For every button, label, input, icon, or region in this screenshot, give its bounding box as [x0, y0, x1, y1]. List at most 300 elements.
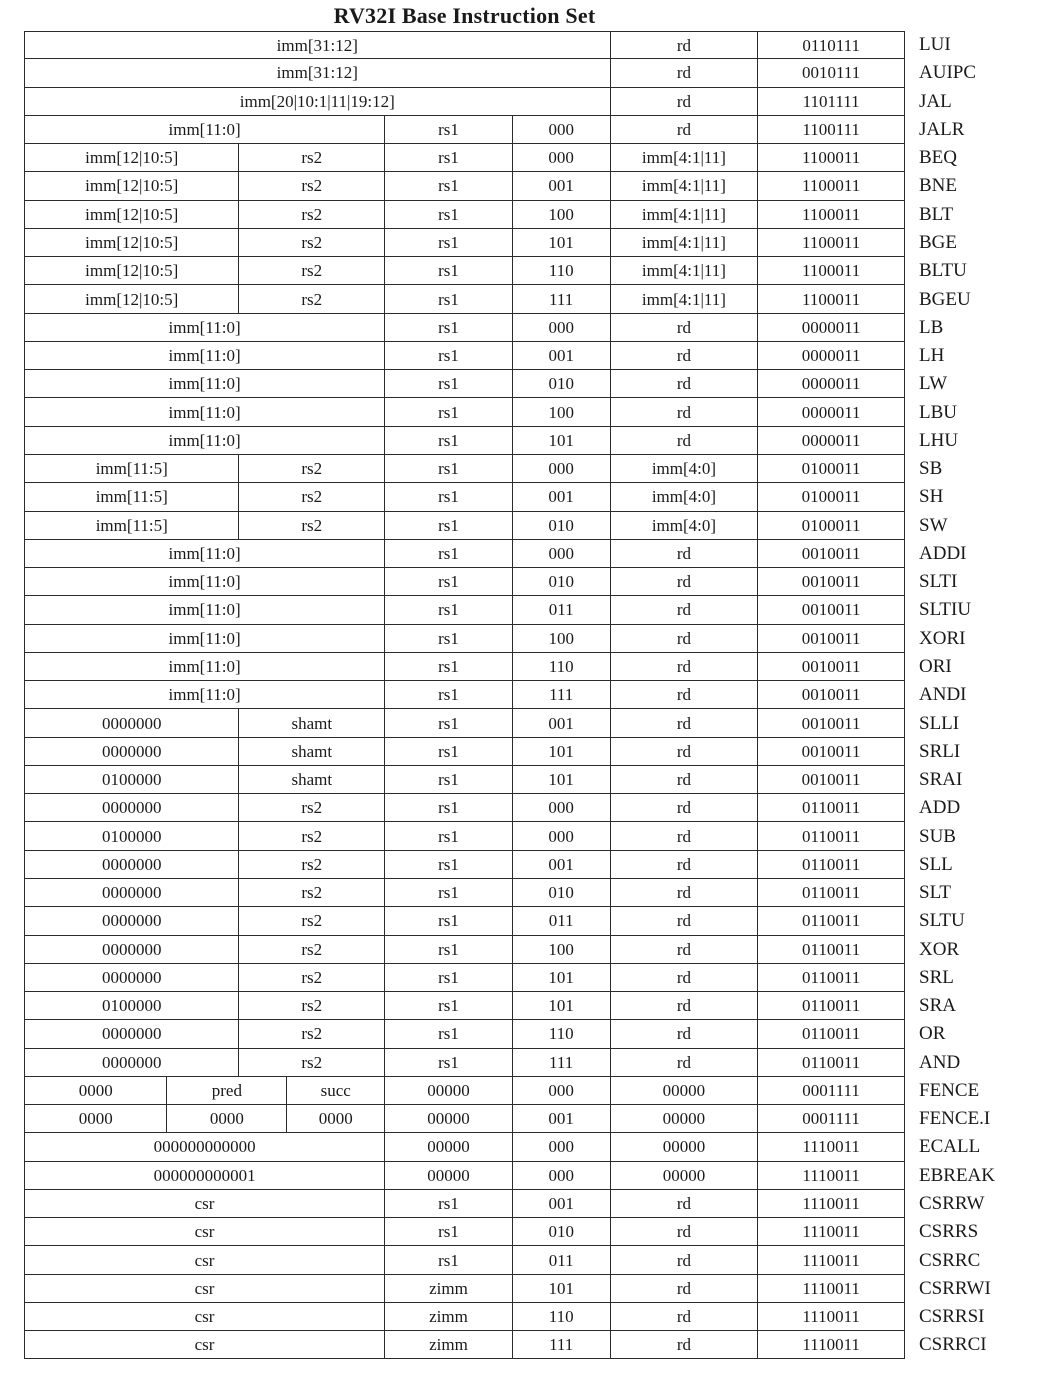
field-rd: 00000	[611, 1105, 759, 1132]
field-rs2: rs2	[239, 512, 385, 539]
field-rd: imm[4:1|11]	[611, 229, 759, 256]
field-rs1: rs1	[385, 229, 513, 256]
field-rs1: rs1	[385, 964, 513, 991]
field-funct3: 010	[513, 879, 611, 906]
field-funct3: 110	[513, 1020, 611, 1047]
encoding-fields	[24, 1162, 905, 1190]
instruction-mnemonic: SLTU	[919, 910, 965, 932]
instruction-row	[24, 229, 995, 257]
field-imm12: imm[11:0]	[25, 116, 385, 143]
instruction-row	[24, 907, 995, 935]
field-imm12: csr	[25, 1275, 385, 1302]
field-rs1: rs1	[385, 738, 513, 765]
instruction-row	[24, 257, 995, 285]
field-rd: 00000	[611, 1162, 759, 1189]
field-funct3: 010	[513, 568, 611, 595]
field-rd: rd	[611, 907, 759, 934]
encoding-fields	[24, 822, 905, 850]
field-opcode: 0110011	[801, 798, 861, 818]
field-rs1: rs1	[385, 540, 513, 567]
field-opcode: 1100011	[801, 176, 861, 196]
encoding-fields	[24, 59, 905, 87]
instruction-mnemonic: AND	[919, 1051, 961, 1073]
field-opcode: 0010011	[801, 572, 861, 592]
instruction-row	[24, 766, 995, 794]
instruction-mnemonic: SRL	[919, 966, 954, 988]
field-funct3: 101	[513, 738, 611, 765]
instruction-row	[24, 172, 995, 200]
encoding-fields	[24, 653, 905, 681]
field-funct7: imm[12|10:5]	[25, 229, 239, 256]
field-rs1: rs1	[385, 144, 513, 171]
field-rs1: rs1	[385, 936, 513, 963]
instruction-row	[24, 59, 995, 87]
field-rs2: rs2	[239, 936, 385, 963]
instruction-row	[24, 653, 995, 681]
field-opcode: 0100011	[801, 515, 861, 535]
instruction-mnemonic: ADDI	[919, 542, 967, 564]
field-rs2: rs2	[239, 257, 385, 284]
encoding-fields	[24, 907, 905, 935]
field-rs1: rs1	[385, 455, 513, 482]
encoding-fields	[24, 370, 905, 398]
field-opcode: 0110011	[801, 1052, 861, 1072]
field-rs1: zimm	[385, 1275, 513, 1302]
instruction-mnemonic: XORI	[919, 627, 966, 649]
instruction-row	[24, 455, 995, 483]
encoding-fields	[24, 229, 905, 257]
field-rd: imm[4:1|11]	[611, 144, 759, 171]
instruction-row	[24, 342, 995, 370]
field-funct3: 111	[513, 681, 611, 708]
instruction-row	[24, 709, 995, 737]
encoding-fields	[24, 851, 905, 879]
field-rs2: rs2	[239, 483, 385, 510]
instruction-row	[24, 1077, 995, 1105]
instruction-mnemonic: FENCE	[919, 1079, 980, 1101]
instruction-row	[24, 681, 995, 709]
field-rs2: rs2	[239, 794, 385, 821]
instruction-row	[24, 116, 995, 144]
field-fm: 0000	[25, 1077, 167, 1104]
field-rd: rd	[611, 964, 759, 991]
instruction-mnemonic: JALR	[919, 118, 965, 140]
field-funct3: 001	[513, 172, 611, 199]
field-rs1: rs1	[385, 201, 513, 228]
field-rs2: rs2	[239, 907, 385, 934]
instruction-row	[24, 1190, 995, 1218]
instruction-row	[24, 31, 995, 59]
field-funct3: 100	[513, 625, 611, 652]
field-imm12: imm[11:0]	[25, 568, 385, 595]
encoding-fields	[24, 116, 905, 144]
field-opcode: 0000011	[801, 317, 861, 337]
field-rs1: rs1	[385, 766, 513, 793]
field-funct7: imm[11:5]	[25, 512, 239, 539]
field-opcode: 0000011	[801, 346, 861, 366]
field-opcode: 1101111	[802, 91, 860, 111]
instruction-row	[24, 1162, 995, 1190]
encoding-fields	[24, 483, 905, 511]
field-funct7: imm[11:5]	[25, 455, 239, 482]
field-rd: imm[4:0]	[611, 512, 759, 539]
instruction-row	[24, 822, 995, 850]
field-opcode: 0100011	[801, 459, 861, 479]
instruction-mnemonic: SLT	[919, 882, 952, 904]
instruction-mnemonic: SLTIU	[919, 599, 972, 621]
field-opcode: 1100011	[801, 148, 861, 168]
field-rs1: rs1	[385, 314, 513, 341]
instruction-row	[24, 1303, 995, 1331]
field-succ: 0000	[287, 1105, 385, 1132]
field-rs1: rs1	[385, 116, 513, 143]
encoding-fields	[24, 314, 905, 342]
encoding-fields	[24, 625, 905, 653]
encoding-fields	[24, 794, 905, 822]
field-rd: rd	[611, 992, 759, 1019]
field-funct3: 111	[513, 285, 611, 312]
encoding-fields	[24, 1133, 905, 1161]
instruction-mnemonic: LH	[919, 345, 945, 367]
field-rs1: rs1	[385, 1246, 513, 1273]
field-opcode: 0001111	[802, 1080, 860, 1100]
instruction-mnemonic: SW	[919, 514, 948, 536]
field-rd: rd	[611, 625, 759, 652]
field-rs2: rs2	[239, 964, 385, 991]
field-funct3: 000	[513, 314, 611, 341]
field-rs1: rs1	[385, 794, 513, 821]
instruction-row	[24, 427, 995, 455]
field-rs2: shamt	[239, 766, 385, 793]
field-rs2: rs2	[239, 1049, 385, 1076]
encoding-fields	[24, 172, 905, 200]
field-rs2: rs2	[239, 1020, 385, 1047]
encoding-fields	[24, 568, 905, 596]
field-funct3: 010	[513, 1218, 611, 1245]
field-rd: rd	[611, 851, 759, 878]
instruction-mnemonic: CSRRW	[919, 1193, 985, 1215]
instruction-row	[24, 1020, 995, 1048]
instruction-row	[24, 596, 995, 624]
field-rs1: rs1	[385, 879, 513, 906]
field-succ: succ	[287, 1077, 385, 1104]
field-opcode: 0010111	[802, 63, 861, 83]
field-funct7: imm[11:5]	[25, 483, 239, 510]
field-fm: 0000	[25, 1105, 167, 1132]
field-imm12: csr	[25, 1303, 385, 1330]
field-funct7: 0000000	[25, 851, 239, 878]
field-rd: rd	[611, 738, 759, 765]
field-rs1: rs1	[385, 342, 513, 369]
field-imm12: imm[11:0]	[25, 342, 385, 369]
field-funct7: imm[12|10:5]	[25, 285, 239, 312]
field-imm12: 000000000000	[25, 1133, 385, 1160]
instruction-mnemonic: LUI	[919, 34, 951, 56]
instruction-mnemonic: SB	[919, 458, 943, 480]
field-funct7: 0000000	[25, 709, 239, 736]
field-imm12: imm[11:0]	[25, 427, 385, 454]
encoding-fields	[24, 512, 905, 540]
field-imm12: csr	[25, 1331, 385, 1358]
field-rs1: 00000	[385, 1105, 513, 1132]
instruction-mnemonic: SLLI	[919, 712, 960, 734]
instruction-mnemonic: BLTU	[919, 260, 967, 282]
field-rd: imm[4:1|11]	[611, 172, 759, 199]
field-rd: imm[4:0]	[611, 455, 759, 482]
instruction-row	[24, 540, 995, 568]
field-imm12: csr	[25, 1190, 385, 1217]
field-funct3: 000	[513, 116, 611, 143]
field-imm12: imm[11:0]	[25, 314, 385, 341]
field-pred: 0000	[167, 1105, 287, 1132]
instruction-table	[24, 31, 995, 1359]
instruction-mnemonic: OR	[919, 1023, 946, 1045]
field-rd: rd	[611, 596, 759, 623]
field-rs1: 00000	[385, 1077, 513, 1104]
field-rs1: zimm	[385, 1331, 513, 1358]
instruction-row	[24, 794, 995, 822]
field-opcode: 1100111	[802, 119, 860, 139]
field-rd: rd	[611, 314, 759, 341]
field-rd: imm[4:1|11]	[611, 285, 759, 312]
field-opcode: 1100011	[801, 289, 861, 309]
field-funct3: 000	[513, 1162, 611, 1189]
field-imm12: imm[11:0]	[25, 625, 385, 652]
encoding-fields	[24, 1105, 905, 1133]
field-funct3: 001	[513, 1105, 611, 1132]
field-rs1: rs1	[385, 907, 513, 934]
field-funct3: 010	[513, 512, 611, 539]
field-rd: rd	[611, 540, 759, 567]
instruction-row	[24, 370, 995, 398]
field-rd: rd	[611, 879, 759, 906]
encoding-fields	[24, 1331, 905, 1359]
field-rs1: rs1	[385, 1218, 513, 1245]
instruction-mnemonic: ANDI	[919, 684, 967, 706]
field-rs2: rs2	[239, 172, 385, 199]
field-rs1: 00000	[385, 1162, 513, 1189]
field-opcode: 0110011	[801, 854, 861, 874]
field-rd: rd	[611, 116, 759, 143]
encoding-fields	[24, 681, 905, 709]
field-funct3: 001	[513, 483, 611, 510]
instruction-mnemonic: BEQ	[919, 147, 957, 169]
encoding-fields	[24, 1303, 905, 1331]
instruction-row	[24, 398, 995, 426]
instruction-mnemonic: ORI	[919, 655, 952, 677]
field-opcode: 0100011	[801, 487, 861, 507]
field-funct7: 0000000	[25, 936, 239, 963]
field-imm12: imm[11:0]	[25, 596, 385, 623]
encoding-fields	[24, 427, 905, 455]
field-funct7: 0000000	[25, 964, 239, 991]
field-funct3: 100	[513, 936, 611, 963]
field-imm12: csr	[25, 1246, 385, 1273]
field-rd: rd	[611, 936, 759, 963]
field-funct7: imm[12|10:5]	[25, 172, 239, 199]
field-funct7: 0100000	[25, 766, 239, 793]
instruction-row	[24, 879, 995, 907]
instruction-row	[24, 1246, 995, 1274]
instruction-row	[24, 1218, 995, 1246]
field-funct7: 0000000	[25, 907, 239, 934]
field-rs1: rs1	[385, 285, 513, 312]
field-imm12: imm[11:0]	[25, 398, 385, 425]
field-opcode: 0110011	[801, 939, 861, 959]
field-funct7: 0100000	[25, 992, 239, 1019]
encoding-fields	[24, 964, 905, 992]
instruction-mnemonic: CSRRWI	[919, 1277, 991, 1299]
field-opcode: 0110011	[801, 967, 861, 987]
field-imm20: imm[20|10:1|11|19:12]	[25, 88, 611, 115]
field-rs1: rs1	[385, 172, 513, 199]
field-funct3: 001	[513, 342, 611, 369]
instruction-row	[24, 851, 995, 879]
field-rs1: rs1	[385, 709, 513, 736]
instruction-mnemonic: SRAI	[919, 769, 963, 791]
field-rs2: shamt	[239, 709, 385, 736]
field-funct3: 101	[513, 964, 611, 991]
field-rd: rd	[611, 766, 759, 793]
encoding-fields	[24, 596, 905, 624]
instruction-row	[24, 512, 995, 540]
field-rs1: rs1	[385, 398, 513, 425]
field-opcode: 0010011	[801, 713, 861, 733]
field-rd: rd	[611, 568, 759, 595]
field-opcode: 1110011	[802, 1194, 860, 1214]
field-rd: imm[4:0]	[611, 483, 759, 510]
instruction-mnemonic: SRLI	[919, 740, 961, 762]
field-opcode: 0010011	[801, 543, 861, 563]
field-funct3: 101	[513, 992, 611, 1019]
instruction-row	[24, 144, 995, 172]
field-opcode: 1100011	[801, 204, 861, 224]
encoding-fields	[24, 201, 905, 229]
field-opcode: 0110011	[801, 1024, 861, 1044]
field-rd: rd	[611, 398, 759, 425]
field-imm12: imm[11:0]	[25, 653, 385, 680]
instruction-row	[24, 1133, 995, 1161]
instruction-row	[24, 201, 995, 229]
field-rs2: rs2	[239, 455, 385, 482]
field-rd: rd	[611, 342, 759, 369]
field-rs1: rs1	[385, 992, 513, 1019]
field-rd: rd	[611, 88, 759, 115]
instruction-mnemonic: SUB	[919, 825, 956, 847]
field-funct3: 111	[513, 1049, 611, 1076]
field-rd: rd	[611, 1331, 759, 1358]
field-rs2: rs2	[239, 144, 385, 171]
field-rs1: rs1	[385, 370, 513, 397]
instruction-mnemonic: ADD	[919, 797, 961, 819]
instruction-row	[24, 738, 995, 766]
field-funct3: 000	[513, 540, 611, 567]
field-funct7: 0000000	[25, 879, 239, 906]
instruction-mnemonic: CSRRSI	[919, 1306, 985, 1328]
field-funct3: 000	[513, 822, 611, 849]
encoding-fields	[24, 257, 905, 285]
field-rd: rd	[611, 1020, 759, 1047]
instruction-row	[24, 1331, 995, 1359]
field-rd: rd	[611, 1246, 759, 1273]
field-rs2: rs2	[239, 992, 385, 1019]
field-opcode: 0110011	[801, 911, 861, 931]
field-imm20: imm[31:12]	[25, 32, 611, 58]
field-rd: rd	[611, 794, 759, 821]
field-funct7: 0000000	[25, 794, 239, 821]
field-opcode: 0010011	[801, 600, 861, 620]
field-rs1: 00000	[385, 1133, 513, 1160]
instruction-row	[24, 285, 995, 313]
field-imm20: imm[31:12]	[25, 59, 611, 86]
field-imm12: imm[11:0]	[25, 540, 385, 567]
encoding-fields	[24, 738, 905, 766]
encoding-fields	[24, 766, 905, 794]
field-funct3: 110	[513, 653, 611, 680]
instruction-mnemonic: XOR	[919, 938, 960, 960]
field-opcode: 1110011	[802, 1307, 860, 1327]
instruction-mnemonic: LW	[919, 373, 948, 395]
field-imm12: imm[11:0]	[25, 370, 385, 397]
field-funct3: 001	[513, 709, 611, 736]
field-rs1: rs1	[385, 257, 513, 284]
encoding-fields	[24, 1246, 905, 1274]
encoding-fields	[24, 342, 905, 370]
field-rs1: rs1	[385, 1190, 513, 1217]
field-rd: rd	[611, 1275, 759, 1302]
field-rd: rd	[611, 370, 759, 397]
instruction-mnemonic: AUIPC	[919, 62, 977, 84]
field-funct3: 011	[513, 1246, 611, 1273]
field-rs1: rs1	[385, 625, 513, 652]
field-funct3: 000	[513, 1077, 611, 1104]
field-funct3: 101	[513, 766, 611, 793]
instruction-row	[24, 1105, 995, 1133]
field-funct3: 110	[513, 1303, 611, 1330]
field-rs1: rs1	[385, 681, 513, 708]
instruction-mnemonic: BLT	[919, 203, 954, 225]
instruction-row	[24, 314, 995, 342]
field-rs1: rs1	[385, 568, 513, 595]
field-opcode: 1110011	[802, 1137, 860, 1157]
field-opcode: 0110011	[801, 996, 861, 1016]
instruction-mnemonic: LBU	[919, 401, 957, 423]
field-opcode: 0000011	[801, 402, 861, 422]
field-rs1: rs1	[385, 483, 513, 510]
instruction-mnemonic: SRA	[919, 995, 956, 1017]
encoding-fields	[24, 31, 905, 59]
field-opcode: 0010011	[801, 656, 861, 676]
field-rs2: rs2	[239, 285, 385, 312]
field-opcode: 1100011	[801, 261, 861, 281]
field-funct7: imm[12|10:5]	[25, 144, 239, 171]
field-funct3: 000	[513, 794, 611, 821]
instruction-mnemonic: SH	[919, 486, 944, 508]
field-rd: rd	[611, 653, 759, 680]
field-rs1: rs1	[385, 1049, 513, 1076]
field-rd: rd	[611, 822, 759, 849]
field-rd: rd	[611, 427, 759, 454]
field-funct7: 0100000	[25, 822, 239, 849]
field-rs1: rs1	[385, 851, 513, 878]
field-funct3: 000	[513, 455, 611, 482]
field-rs1: rs1	[385, 822, 513, 849]
field-rs1: rs1	[385, 427, 513, 454]
field-opcode: 0010011	[801, 685, 861, 705]
instruction-row	[24, 568, 995, 596]
instruction-row	[24, 88, 995, 116]
instruction-mnemonic: CSRRC	[919, 1249, 981, 1271]
